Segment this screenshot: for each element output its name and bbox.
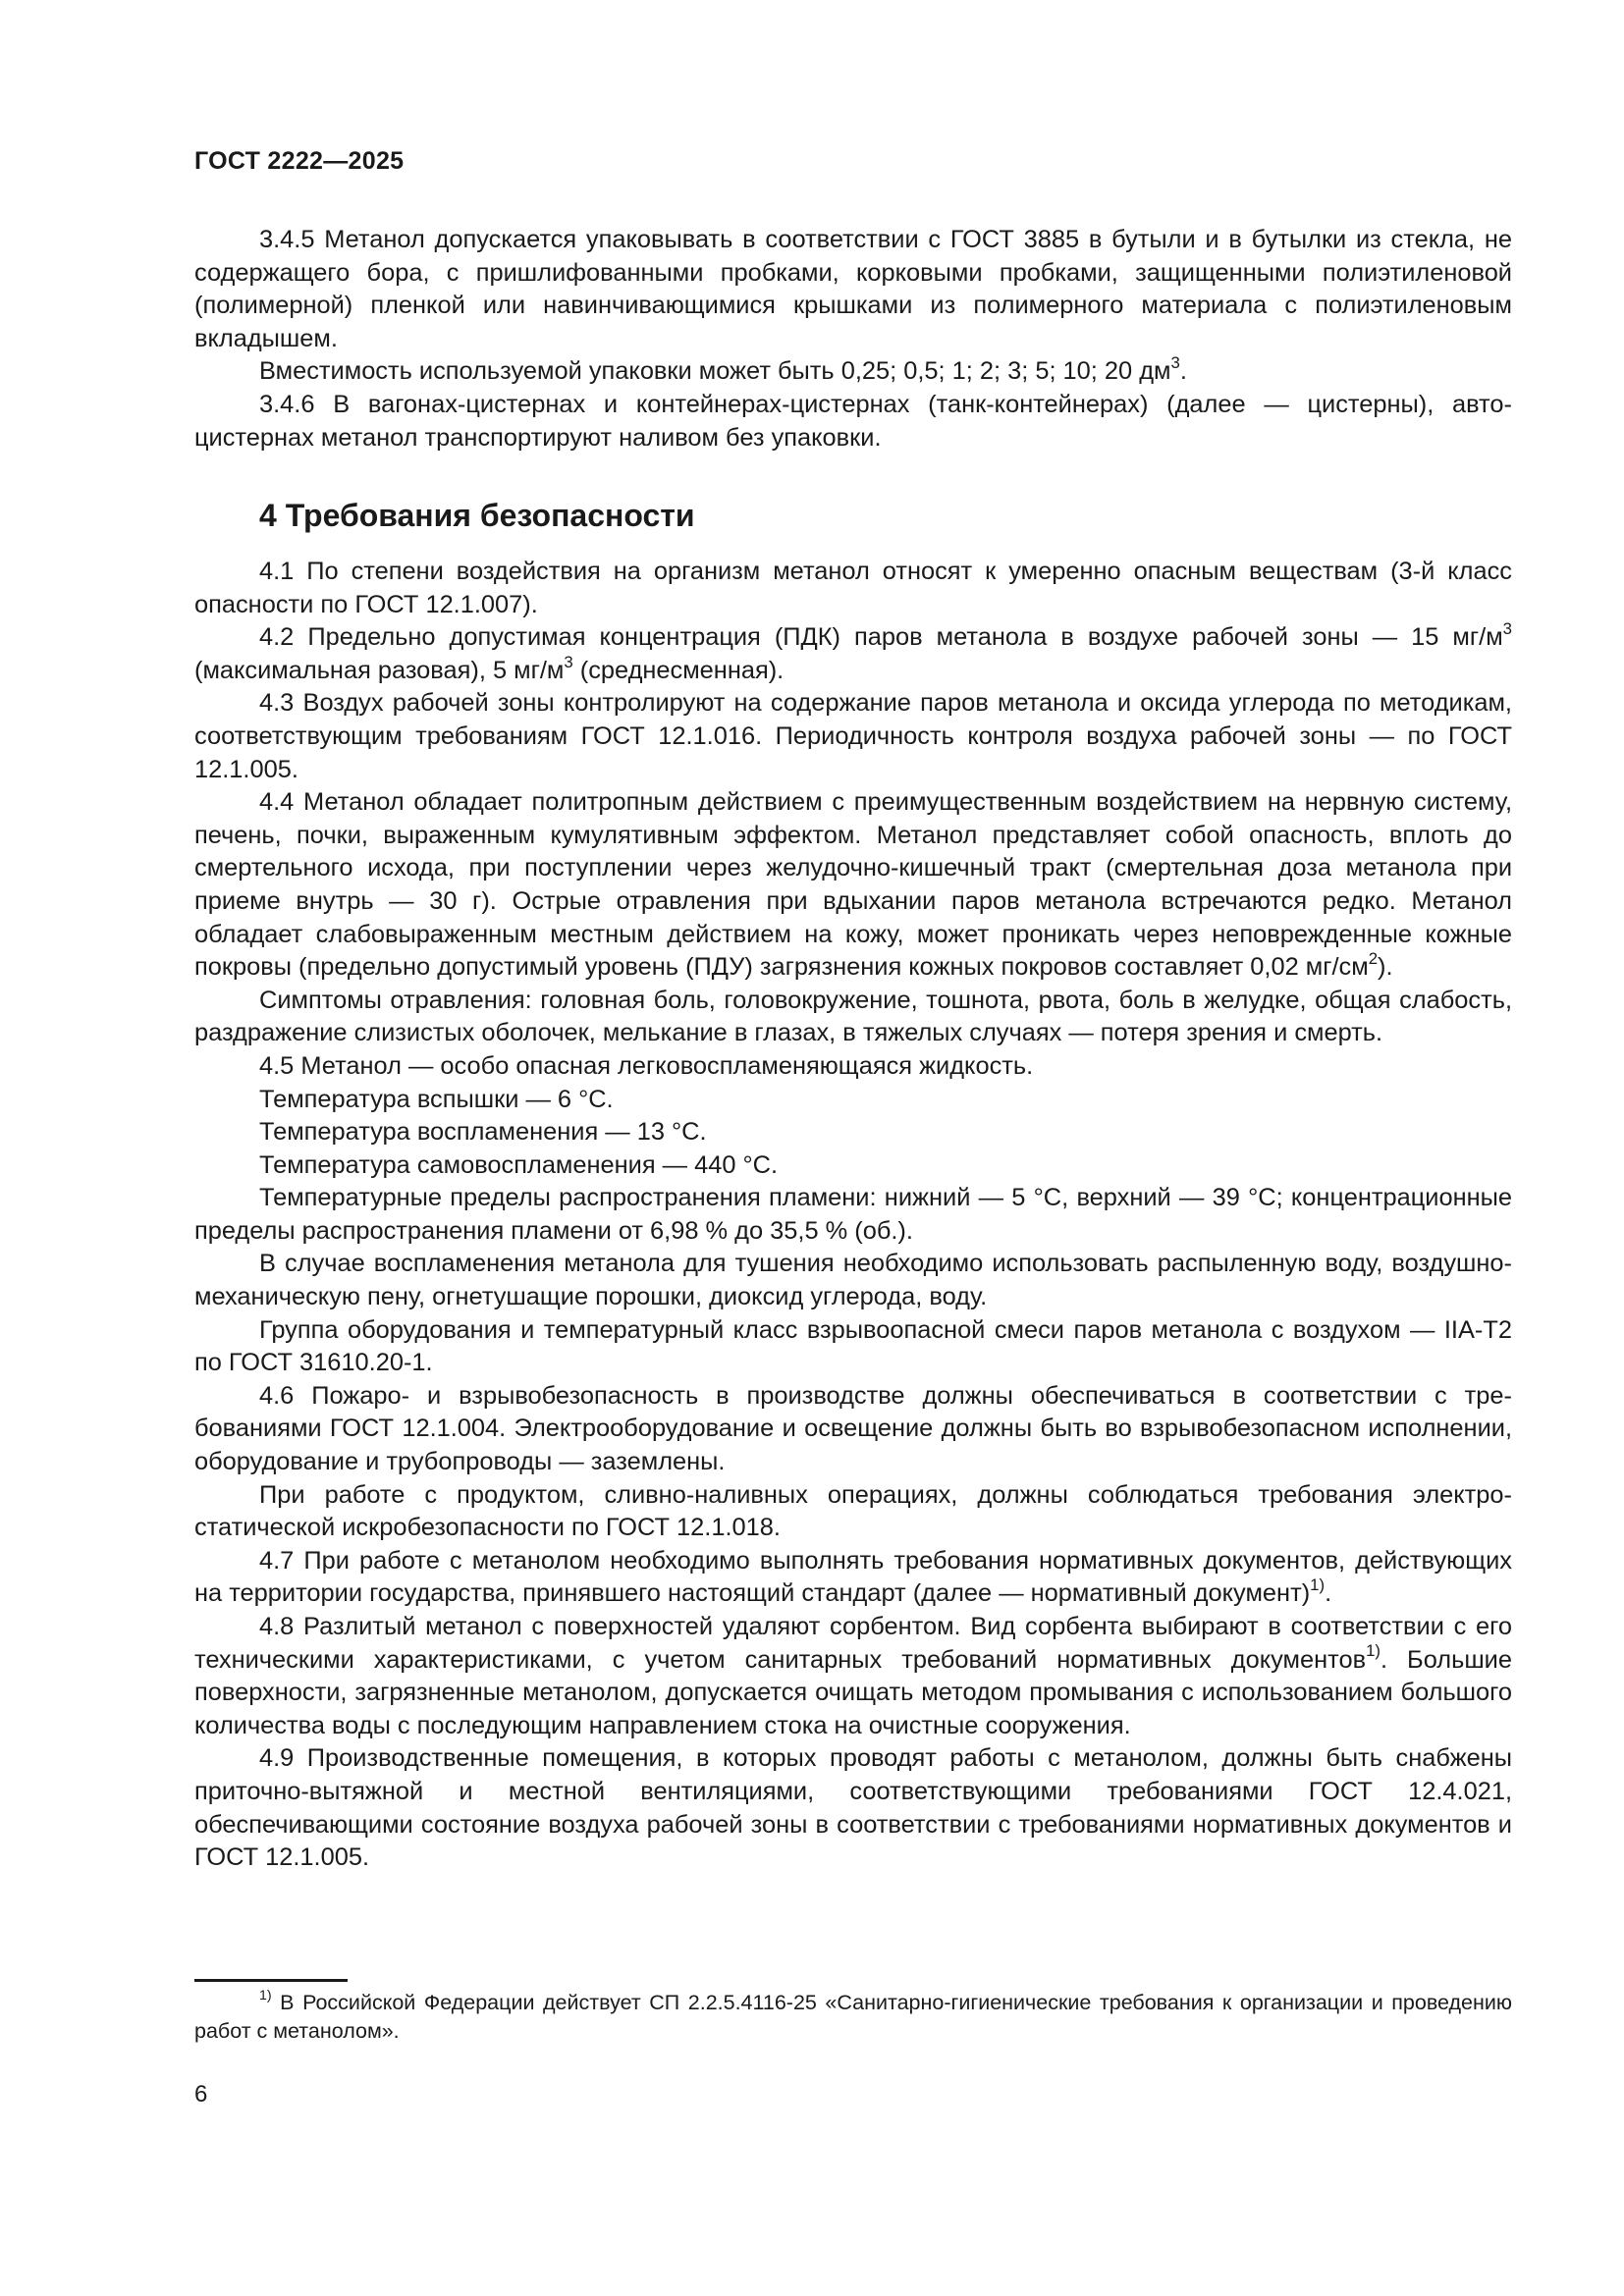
paragraph-4-6-static: При работе с продуктом, сливно-наливных операциях, должны соблюдаться требования электростатической искробезопасности по ГОСТ 12.1.018. xyxy=(194,1480,1512,1542)
paragraph-4-5-equipment-group: Группа оборудования и температурный класс взрывоопасной смеси паров метанола с воздухом — IIА-Т2 по ГОСТ 31610.20-1. xyxy=(194,1315,1512,1377)
superscript: 3 xyxy=(1170,353,1180,373)
text-run: . Большие поверхности, загрязненные метанолом, допускается очищать методом промывания с использованием большого количества воды с последующим направлением стока на очистные сооружения. xyxy=(194,1645,1512,1739)
footnote-separator xyxy=(194,1979,348,1982)
text-run: 4.2 Предельно допустимая концентрация (ПДК) паров метанола в воздухе рабочей зоны — 15 мг/м xyxy=(259,623,1503,652)
capacity-tail: . xyxy=(1179,357,1187,386)
footnote-marker: 1) xyxy=(259,1988,272,2004)
section-4-heading: 4 Требования безопасности xyxy=(259,498,695,533)
paragraph-4-5-flash-point: Температура вспышки — 6 °С. xyxy=(259,1085,614,1113)
text-run: 4.7 При работе с метанолом необходимо выполнять требования нормативных документов, действующих на территории государства, принявшего настоящий стандарт (далее — нормативный документ) xyxy=(194,1546,1512,1608)
superscript: 3 xyxy=(564,652,573,671)
section-4-block xyxy=(194,556,1512,1875)
footnote-reference: 1) xyxy=(1366,1641,1380,1661)
text-run: (среднесменная). xyxy=(572,656,785,684)
paragraph-4-5-ignition: Температура воспламенения — 13 °С. xyxy=(259,1118,707,1147)
paragraph-3-4-5-capacity xyxy=(194,355,1512,389)
footnote xyxy=(194,1989,1512,2046)
paragraph-4-5: 4.5 Метанол — особо опасная легковоспламеняющаяся жидкость. xyxy=(259,1051,1034,1080)
superscript: 3 xyxy=(1502,619,1512,639)
paragraph-4-5-autoignition: Температура самовоспламенения — 440 °С. xyxy=(259,1150,779,1179)
paragraph-4-2 xyxy=(194,621,1512,687)
capacity-text: Вместимость используемой упаковки может быть 0,25; 0,5; 1; 2; 3; 5; 10; 20 дм xyxy=(259,357,1171,386)
text-run: (максимальная разовая), 5 мг/м xyxy=(194,656,565,684)
document-code-header: ГОСТ 2222—2025 xyxy=(194,147,405,175)
paragraph-4-7 xyxy=(194,1545,1512,1611)
paragraph-4-4-symptoms: Симптомы отравления: головная боль, головокружение, тошнота, рвота, боль в желудке, общая слабость, раздражение слизистых оболочек, мелькание в глазах, в тяжелых случаях — потеря зрения и смерть. xyxy=(194,986,1512,1047)
text-run: 4.8 Разлитый метанол с поверхностей удаляют сорбентом. Вид сорбента выбирают в соответствии с его техническими характеристиками, с учетом санитарных требований нормативных документов xyxy=(194,1613,1512,1674)
paragraph-4-5-extinguishing: В случае воспламенения метанола для тушения необходимо использовать распыленную воду, воздушно-механическую пену, огнетушащие порошки, диоксид углерода, воду. xyxy=(194,1250,1512,1311)
paragraph-4-9: 4.9 Производственные помещения, в которых проводят работы с метанолом, должны быть снабжены приточно-вытяжной и местной вентиляциями, соответствующими требованиями ГОСТ 12.4.021, обеспечивающими состояние воздуха рабочей зоны в соответствии с требованиями нормативных документов и ГОСТ 12.1.005. xyxy=(194,1744,1512,1872)
paragraph-4-5-flame-limits: Температурные пределы распространения пламени: нижний — 5 °С, верхний — 39 °С; концентрационные пределы распространения пламени от 6,98 % до 35,5 % (об.). xyxy=(194,1184,1512,1245)
footnote-body: В Российской Федерации действует СП 2.2.5.4116-25 «Санитарно-гигиенические требования к организации и проведению работ с метанолом». xyxy=(194,1991,1512,2043)
page-number: 6 xyxy=(194,2081,208,2108)
footnote-text xyxy=(194,1989,1512,2046)
text-run: ). xyxy=(1378,953,1393,982)
paragraph-4-6: 4.6 Пожаро- и взрывобезопасность в производстве должны обеспечиваться в соответствии с требованиями ГОСТ 12.1.004. Электрооборудование и освещение должны быть во взрывобезопасном исполнении, оборудование и трубопроводы — заземлены. xyxy=(194,1381,1512,1476)
paragraph-4-8 xyxy=(194,1611,1512,1742)
section-3-4-block xyxy=(194,224,1512,454)
paragraph-4-4 xyxy=(194,786,1512,985)
superscript: 2 xyxy=(1368,948,1379,968)
footnote-reference: 1) xyxy=(1310,1575,1326,1595)
paragraph-3-4-6: 3.4.6 В вагонах-цистернах и контейнерах-цистернах (танк-контейнерах) (далее — цистерны), автоцистернах метанол транспортируют наливом без упаковки. xyxy=(194,390,1512,452)
paragraph-4-3: 4.3 Воздух рабочей зоны контролируют на содержание паров метанола и оксида углерода по методикам, соответствующим требованиям ГОСТ 12.1.016. Периодичность контроля воздуха рабочей зоны — по ГОСТ 12.1.005. xyxy=(194,689,1512,783)
paragraph-3-4-5: 3.4.5 Метанол допускается упаковывать в соответствии с ГОСТ 3885 в бутыли и в бутылки из стекла, не содержащего бора, с пришлифованными пробками, корковыми пробками, защищенными полиэтиленовой (полимерной) пленкой или навинчивающимися крышками из полимерного материала с полиэтиленовым вкладышем. xyxy=(194,226,1512,352)
text-run: . xyxy=(1325,1579,1332,1608)
text-run: 4.4 Метанол обладает политропным действием с преимущественным воздействием на нервную систему, печень, почки, выраженным кумулятивным эффектом. Метанол представляет собой опасность, вплоть до смертельного исхода, при поступлении через желудочно-кишечный тракт (смертельная доза метанола при приеме внутрь — 30 г). Острые отравления при вдыхании паров метанола встречаются редко. Метанол обладает слабовыраженным местным действием на кожу, может проникать через неповрежденные кожные покровы (предельно допустимый уровень (ПДУ) загрязнения кожных покровов составляет 0,02 мг/см xyxy=(194,788,1512,982)
paragraph-4-1: 4.1 По степени воздействия на организм метанол относят к умеренно опасным веществам (3-й класс опасности по ГОСТ 12.1.007). xyxy=(194,558,1512,618)
